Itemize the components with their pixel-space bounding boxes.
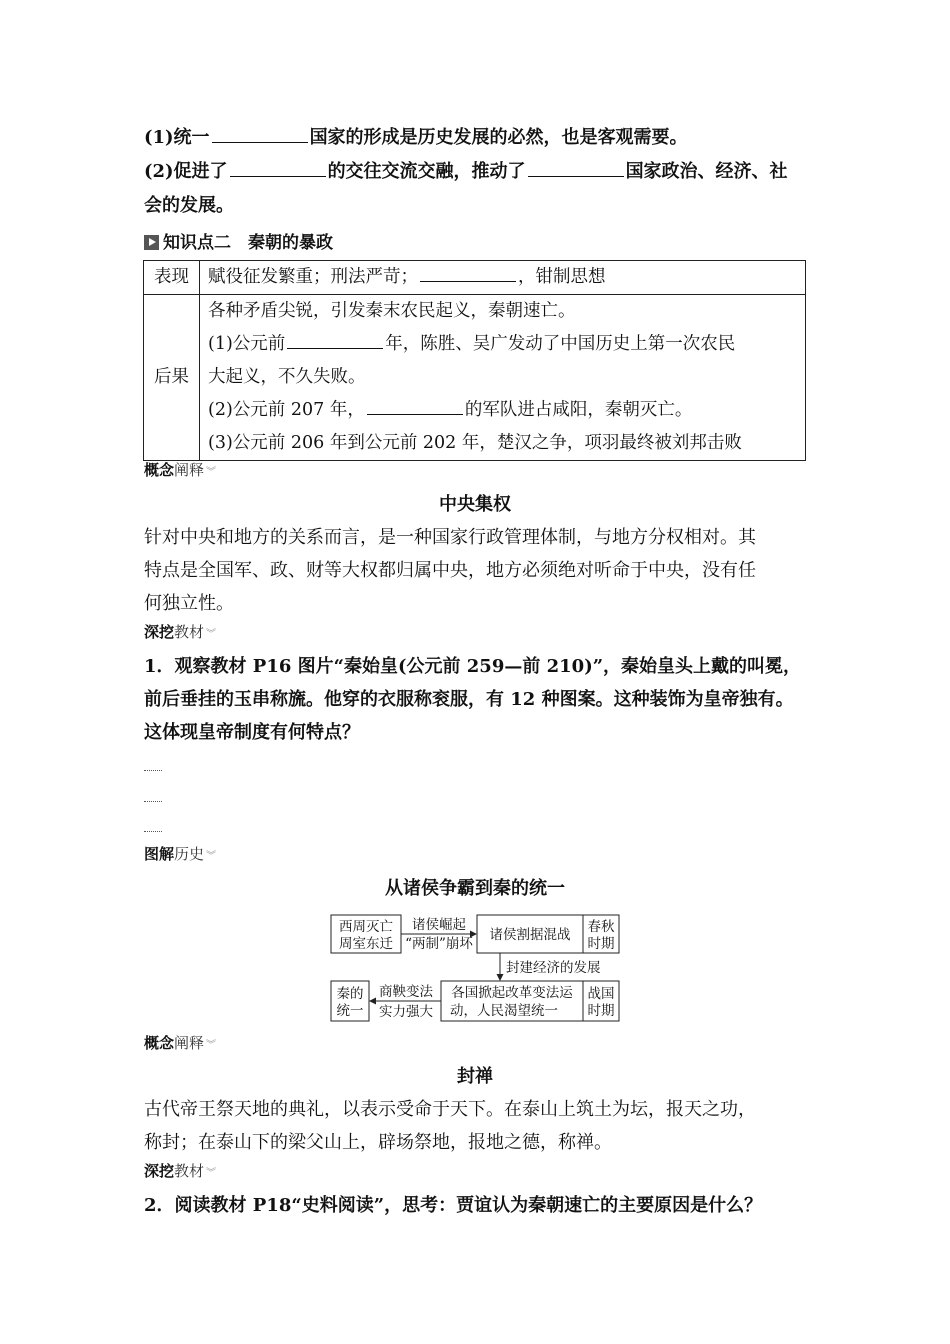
text: (2)促进了	[144, 161, 228, 182]
chevron-down-icon: ︾	[206, 467, 217, 478]
text: (1)公元前	[208, 334, 286, 354]
intro-line-1	[144, 127, 688, 149]
text: 概念	[144, 461, 175, 479]
question-line: 这体现皇帝制度有何特点？	[144, 722, 360, 743]
text: (1)统一	[144, 127, 210, 148]
text: 大起义，不久失败。	[208, 367, 366, 387]
flow-diagram	[330, 912, 625, 1024]
diagram-text: 商鞅变法	[379, 984, 433, 1000]
diagram-text: 统一	[336, 1003, 364, 1019]
fill-blank	[528, 161, 624, 177]
fill-blank	[212, 127, 308, 143]
section-title: 知识点二 秦朝的暴政	[163, 233, 333, 253]
diagram-text: 诸侯割据混战	[489, 927, 571, 943]
concept-title: 中央集权	[439, 494, 511, 515]
paragraph-line: 针对中央和地方的关系而言，是一种国家行政管理体制，与地方分权相对。其	[144, 527, 756, 548]
table-row	[144, 261, 806, 295]
diagram-text: 时期	[587, 1003, 615, 1019]
text: 国家政治、经济、社	[625, 161, 788, 182]
text: 深挖	[144, 1162, 175, 1180]
paragraph-line: 特点是全国军、政、财等大权都归属中央，地方必须绝对听命于中央，没有任	[144, 560, 756, 581]
diagram-title: 从诸侯争霸到秦的统一	[385, 878, 565, 899]
chevron-down-icon: ︾	[206, 629, 217, 640]
table-cell	[200, 295, 806, 461]
table-header-cell: 后果	[144, 295, 200, 461]
knowledge-table	[143, 260, 806, 461]
text-line	[208, 394, 797, 427]
concept-tag	[144, 461, 216, 482]
text: 教材	[174, 1162, 205, 1180]
fill-blank	[230, 161, 326, 177]
paragraph-line: 何独立性。	[144, 593, 234, 614]
question-line: 2．阅读教材 P18“史料阅读”，思考：贾谊认为秦朝速亡的主要原因是什么？	[144, 1195, 763, 1216]
intro-line-3: 会的发展。	[144, 195, 234, 216]
play-triangle-icon	[144, 235, 159, 250]
fill-blank	[420, 266, 516, 282]
chevron-down-icon: ︾	[206, 1040, 217, 1051]
diagram-text: 春秋	[587, 919, 615, 935]
text: 的军队进占咸阳，秦朝灭亡。	[464, 400, 693, 420]
paragraph-line: 称封；在泰山下的梁父山上，辟场祭地，报地之德，称禅。	[144, 1132, 612, 1153]
diagram-text: 封建经济的发展	[506, 960, 601, 976]
diagram-text: 秦的	[336, 986, 364, 1002]
diagram-text: 周室东迁	[339, 936, 393, 952]
answer-dotted-line	[144, 831, 162, 832]
fill-blank	[367, 399, 463, 415]
text: 教材	[174, 623, 205, 641]
history-tag	[144, 845, 216, 866]
diagram-text: 西周灭亡	[339, 919, 393, 935]
paragraph-line: 古代帝王祭天地的典礼，以表示受命于天下。在泰山上筑土为坛，报天之功，	[144, 1099, 756, 1120]
text: 历史	[174, 845, 205, 863]
intro-line-2	[144, 161, 788, 183]
diagram-text: 诸侯崛起	[412, 917, 466, 933]
text: 的交往交流交融，推动了	[327, 161, 526, 182]
table-cell	[200, 261, 806, 295]
fill-blank	[287, 333, 383, 349]
chevron-down-icon: ︾	[206, 1168, 217, 1179]
dig-tag	[144, 1162, 216, 1183]
text: 概念	[144, 1034, 175, 1052]
answer-dotted-line	[144, 770, 162, 771]
section-heading	[144, 228, 333, 253]
text: 深挖	[144, 623, 175, 641]
text: 赋役征发繁重；刑法严苛；	[208, 267, 418, 287]
text: 阐释	[174, 1034, 205, 1052]
table-row	[144, 295, 806, 461]
text: (2)公元前 207 年，	[208, 400, 365, 420]
text: 阐释	[174, 461, 205, 479]
text: 图解	[144, 845, 175, 863]
diagram-text: 时期	[587, 936, 615, 952]
concept-title: 封禅	[457, 1066, 493, 1087]
chevron-down-icon: ︾	[206, 851, 217, 862]
question-line: 前后垂挂的玉串称旒。他穿的衣服称衮服，有 12 种图案。这种装饰为皇帝独有。	[144, 689, 794, 710]
text-line	[208, 328, 797, 361]
text: ，钳制思想	[518, 267, 606, 287]
diagram-text: “两制”崩坏	[405, 936, 473, 952]
concept-tag	[144, 1034, 216, 1055]
text: 各种矛盾尖锐，引发秦末农民起义，秦朝速亡。	[208, 301, 576, 321]
text: 年，陈胜、吴广发动了中国历史上第一次农民	[385, 334, 736, 354]
answer-dotted-line	[144, 801, 162, 802]
table-header-cell: 表现	[144, 261, 200, 295]
text: (3)公元前 206 年到公元前 202 年，楚汉之争，项羽最终被刘邦击败	[208, 433, 742, 453]
diagram-text: 战国	[587, 986, 615, 1002]
diagram-text: 各国掀起改革变法运	[451, 985, 573, 1001]
question-line: 1．观察教材 P16 图片“秦始皇(公元前 259—前 210)”，秦始皇头上戴的叫冕，	[144, 656, 802, 677]
dig-tag	[144, 623, 216, 644]
diagram-text: 动，人民渴望统一	[450, 1003, 558, 1019]
text: 国家的形成是历史发展的必然，也是客观需要。	[309, 127, 688, 148]
diagram-text: 实力强大	[379, 1004, 433, 1020]
